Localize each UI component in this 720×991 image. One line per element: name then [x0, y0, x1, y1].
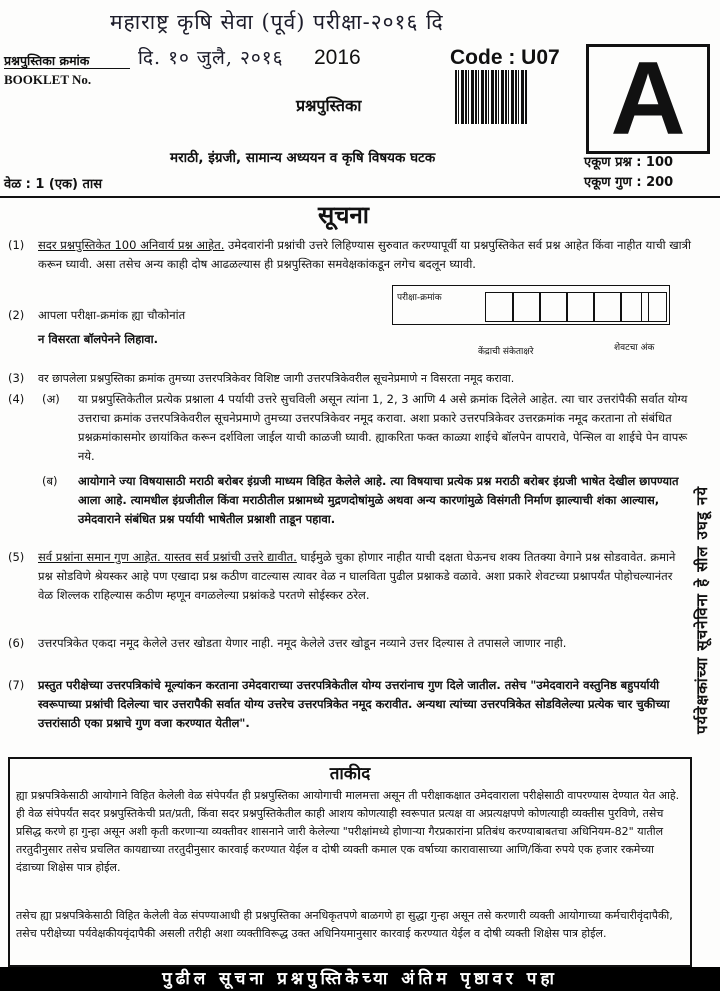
handwritten-date: दि. १० जुलै, २०१६ [138, 47, 284, 69]
instruction-item: (4) (अ) या प्रश्नपुस्तिकेतील प्रत्येक प्रश्नाला 4 पर्यायी उत्तरे सुचविली असून त्यांना 1, 2, 3 आणि 4 असे क्रमांक दिलेले आहेत. त्या चार उत्तरांपैकी सर्वात योग्य उत्तराचा क्रमांक उत्तरपत्रिकेवरील सूचनेप्रमाणे तुमच्या उत्तरपत्रिकेवर नमूद करावा. अशा प्रकारे उत्तरपत्रिकेवर उत्तरक्रमांक नमूद करताना तो संबंधित प्रश्नक्रमांकासमोर छायांकित करून दर्शविला जाईल याची काळजी घ्यावी. ह्याकरिता फक्त काळ्या शाईचे बॉलपेन वापरावे, पेन्सिल वा शाईचे पेन वापरू नये. [8, 392, 688, 463]
total-marks: एकूण गुण : 200 [584, 175, 674, 190]
instruction-item: (6) उत्तरपत्रिकेत एकदा नमूद केलेले उत्तर खोडता येणार नाही. नमूद केलेले उत्तर खोडून नव्याने उत्तर दिल्यास ते तपासले जाणार नाही. [8, 636, 567, 650]
roll-number-box [392, 285, 670, 325]
warning-heading: ताकीद [329, 764, 371, 784]
booklet-code: Code : U07 [450, 46, 560, 69]
seal-side-note: पर्यवेक्षकांच्या सूचनेविना हे सील उघडू नये [693, 485, 711, 734]
instructions-heading: सूचना [318, 201, 369, 229]
instruction-item: (1) सदर प्रश्नपुस्तिकेत 100 अनिवार्य प्रश्न आहेत. उमेदवारांनी प्रश्नांची उत्तरे लिहिण्यास सुरुवात करण्यापूर्वी या प्रश्नपुस्तिकेत सर्व प्रश्न आहेत किंवा नाहीत याची खात्री करून घ्यावी. असा तसेच अन्य काही दोष आढळल्यास ही प्रश्नपुस्तिका समवेक्षकांकडून लगेच बदलून घ्यावी. [8, 238, 691, 271]
instruction-item: (2) आपला परीक्षा-क्रमांक ह्या चौकोनांत [8, 308, 186, 322]
instruction-item: (ब) आयोगाने ज्या विषयासाठी मराठी बरोबर इंग्रजी माध्यम विहित केलेले आहे. त्या विषयाचा प्रत्येक प्रश्न मराठी बरोबर इंग्रजी भाषेत देखील छापण्यात आला आहे. त्यामधील इंग्रजीतील किंवा मराठीतील प्रश्नामध्ये मुद्रणदोषांमुळे अथवा अन्य कारणांमुळे विसंगती निर्माण झाल्याची शंका आल्यास, उमेदवाराने संबंधित प्रश्न पर्यायी भाषेतील प्रश्नाशी ताडून पहावा. [42, 474, 679, 526]
instruction-item: (7) प्रस्तुत परीक्षेच्या उत्तरपत्रिकांचे मूल्यांकन करताना उमेदवाराच्या उत्तरपत्रिकेतील योग्य उत्तरांनाच गुण दिले जातील. तसेच "उमेदवाराने वस्तुनिष्ठ बहुपर्यायी स्वरूपाच्या प्रश्नांची दिलेल्या चार उत्तरापैकी सर्वात योग्य उत्तरेच उत्तरपत्रिकेत नमूद करावीत. अन्यथा त्यांच्या उत्तरपत्रिकेत सोडविलेल्या प्रत्येक चार चुकीच्या उत्तरांसाठी एका प्रश्नाचे गुण वजा करण्यात येतील". [8, 678, 670, 730]
booklet-label-mr: प्रश्नपुस्तिका क्रमांक [4, 53, 90, 68]
subject-line: मराठी, इंग्रजी, सामान्य अध्ययन व कृषि विषयक घटक [170, 150, 436, 166]
booklet-title: प्रश्नपुस्तिका [296, 96, 362, 115]
warning-box [8, 757, 692, 967]
roll-last-caption: शेवटचा अंक [614, 343, 655, 353]
handwritten-title: महाराष्ट्र कृषि सेवा (पूर्व) परीक्षा-२०१६ दि [110, 10, 444, 34]
series-letter: A [586, 44, 710, 154]
instruction-item: (5) सर्व प्रश्नांना समान गुण आहेत. यास्तव सर्व प्रश्नांची उत्तरे द्यावीत. घाईमुळे चुका होणार नाहीत याची दक्षता घेऊनच शक्य तितक्या वेगाने प्रश्न सोडवावेत. क्रमाने प्रश्न सोडविणे श्रेयस्कर आहे पण एखादा प्रश्न कठीण वाटल्यास त्यावर वेळ न घालविता पुढील प्रश्नाकडे वळावे. अशा प्रकारे शेवटच्या प्रश्नापर्यंत पोहोचल्यानंतर वेळ शिल्लक राहिल्यास कठीण म्हणून वगळलेल्या प्रश्नांकडे परतणे सोईस्कर ठरेल. [8, 550, 676, 602]
exam-year: 2016 [314, 46, 361, 69]
roll-label: परीक्षा-क्रमांक [397, 293, 442, 303]
footer-note: पुढील सूचना प्रश्नपुस्तिकेच्या अंतिम पृष्ठावर पहा [0, 967, 720, 991]
instruction-item: (3) वर छापलेला प्रश्नपुस्तिका क्रमांक तुमच्या उत्तरपत्रिकेवर विशिष्ट जागी उत्तरपत्रिकेवरील सूचनेप्रमाणे न विसरता नमूद करावा. [8, 371, 515, 385]
barcode [455, 70, 527, 124]
booklet-label-en: BOOKLET No. [4, 72, 92, 87]
instruction-2-cont: न विसरता बॉलपेनने लिहावा. [38, 332, 159, 346]
roll-center-caption: केंद्राची संकेताक्षरे [478, 347, 534, 357]
warning-para-1: ह्या प्रश्नपत्रिकेसाठी आयोगाने विहित केलेली वेळ संपेपर्यंत ही प्रश्नपुस्तिका आयोगाची मालमत्ता असून ती परीक्षाकक्षात उमेदवाराला परीक्षेसाठी वापरण्यास देण्यात येत आहे. ही वेळ संपेपर्यंत सदर प्रश्नपुस्तिकेची प्रत/प्रती, किंवा सदर प्रश्नपुस्तिकेतील काही आशय कोणत्याही स्वरूपात प्रत्यक्ष वा अप्रत्यक्षपणे कोणत्याही व्यक्तीस पुरविणे, तसेच प्रसिद्ध करणे हा गुन्हा असून अशी कृती करणाऱ्या व्यक्तीवर शासनाने जारी केलेल्या "परीक्षांमध्ये होणाऱ्या गैरप्रकारांना प्रतिबंध करण्याबाबतचा अधिनियम-82" यातील तरतुदीनुसार तसेच प्रचलित कायद्याच्या तरतुदीनुसार कारवाई करण्यात येईल व दोषी व्यक्ती कमाल एक वर्षाच्या कारावासाच्या आणि/किंवा रुपये एक हजार रकमेच्या दंडाच्या शिक्षेस पात्र होईल. [16, 789, 680, 874]
total-questions: एकूण प्रश्न : 100 [584, 155, 674, 170]
exam-duration: वेळ : 1 (एक) तास [4, 177, 103, 192]
warning-para-2: तसेच ह्या प्रश्नपत्रिकेसाठी विहित केलेली वेळ संपण्याआधी ही प्रश्नपुस्तिका अनधिकृतपणे बाळगणे हा सुद्धा गुन्हा असून तसे करणारी व्यक्ती आयोगाच्या कर्मचारीवृंदापैकी, तसेच परीक्षेच्या पर्यवेक्षकीयवृंदापैकी असली तरीही अशा व्यक्तीविरूद्ध उक्त अधिनियमानुसार कारवाई करण्यात येईल व दोषी व्यक्ती शिक्षेस पात्र होईल. [16, 909, 673, 940]
